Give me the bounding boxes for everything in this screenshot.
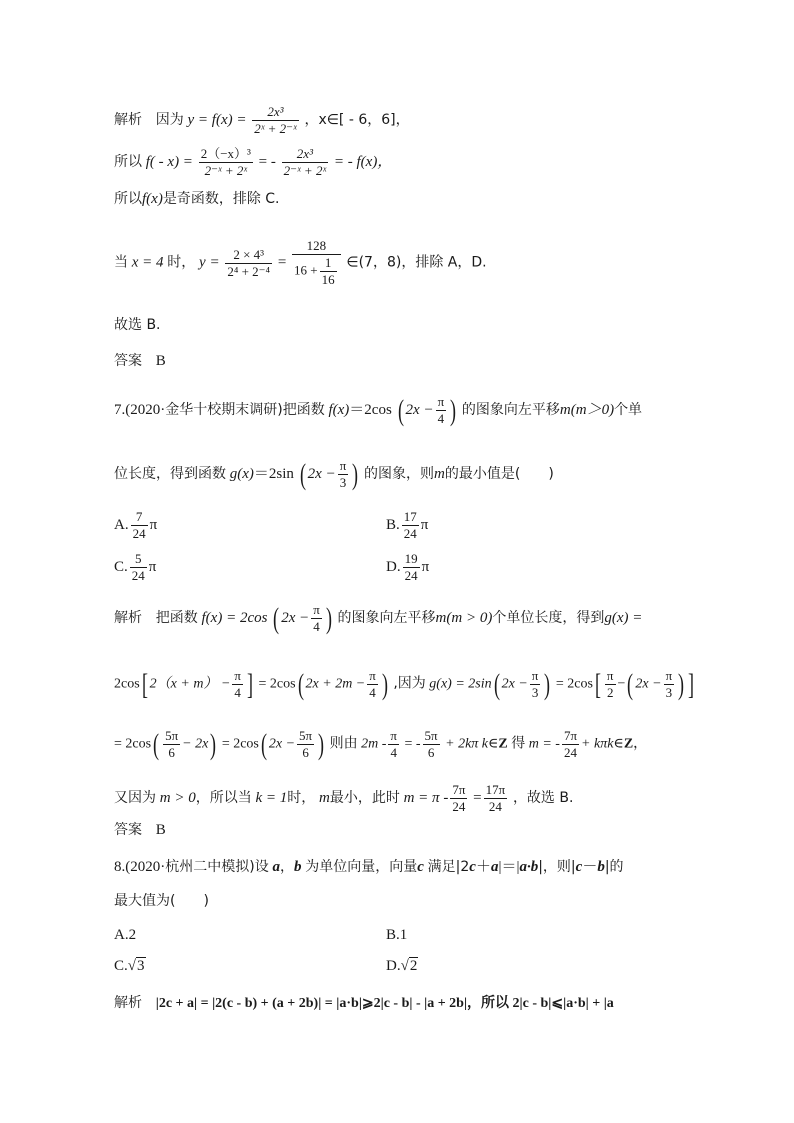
numerator: π (606, 668, 614, 683)
solution-line-1 (114, 104, 410, 137)
solution-7-line-1 (114, 602, 642, 635)
math: 16 + (294, 262, 318, 278)
fraction (367, 668, 378, 701)
math: 2x − (307, 465, 336, 482)
text: 所以 (114, 191, 142, 207)
left-bracket: [ (141, 667, 148, 701)
option-b[interactable] (386, 509, 428, 542)
numerator: 7π (452, 782, 466, 797)
right-paren: ) (678, 667, 685, 701)
math: ＝2sin (253, 465, 294, 482)
right-bracket: ] (688, 667, 695, 701)
left-bracket: [ (594, 667, 601, 701)
denominator: 16 (321, 272, 335, 287)
math: 2x − (268, 736, 296, 752)
text: )设 (249, 859, 269, 875)
denominator: 4 (437, 411, 445, 426)
text: 个单位长度，得到 (492, 609, 605, 626)
vector: a (272, 859, 280, 875)
solution-line-5 (114, 314, 161, 336)
numerator: 2x³ (252, 104, 298, 121)
fraction (163, 728, 180, 761)
math: － (582, 859, 598, 875)
denominator: 2 (606, 685, 614, 700)
math: m (319, 789, 330, 806)
fraction (252, 104, 298, 137)
math: = (473, 789, 482, 806)
denominator: 4 (234, 685, 241, 700)
fraction (225, 247, 272, 280)
text: 的图象向左平移 (337, 609, 436, 626)
numerator: 2x³ (282, 146, 328, 163)
math: = - f(x)， (333, 153, 393, 170)
left-paren: ( (260, 727, 267, 761)
option-a[interactable] (114, 509, 157, 542)
vector: c (469, 859, 476, 875)
fraction (403, 551, 420, 584)
question-number: 8.(2020· (114, 859, 166, 875)
right-paren: ) (381, 667, 388, 701)
denominator: 24 (452, 799, 466, 814)
left-paren: ( (273, 601, 280, 635)
fraction (423, 728, 440, 761)
right-paren: ) (450, 393, 457, 427)
solution-7-line-4 (114, 782, 573, 815)
fraction (664, 668, 675, 701)
fraction (282, 146, 328, 179)
question-number: 7.(2020· (114, 401, 166, 418)
text: 时， (287, 789, 316, 806)
math: π (421, 558, 430, 575)
left-paren: ( (493, 667, 500, 701)
sqrt-sign: √ (400, 958, 409, 974)
vector: b (293, 859, 302, 875)
fraction (130, 551, 147, 584)
denominator: 24 (488, 799, 502, 814)
text: 的最小值是( ) (444, 465, 554, 482)
left-paren: ( (397, 393, 404, 427)
denominator: 6 (302, 745, 309, 760)
numerator: 5π (424, 728, 438, 743)
denominator: 4 (390, 745, 397, 760)
math: f(x) (142, 191, 163, 207)
math: 2m - (361, 736, 387, 752)
text: 满足|2 (427, 859, 470, 875)
math: k = 1 (255, 789, 288, 806)
option-letter: C. (114, 958, 128, 974)
denominator: 24 (132, 526, 146, 541)
solution-line-4 (114, 238, 487, 288)
numerator: π (531, 668, 539, 683)
vector: a·b (519, 859, 539, 875)
option-d[interactable] (386, 955, 418, 977)
text: ,因为 (393, 675, 426, 692)
denominator: 4 (313, 619, 320, 634)
math: = 2cos (258, 676, 296, 692)
vector: c (417, 859, 424, 875)
numerator: 2（−x）³ (200, 146, 251, 161)
fraction (562, 728, 579, 761)
integer-set: Z (498, 736, 508, 752)
denominator: 24 (131, 568, 145, 583)
math: = 2cos (221, 736, 259, 752)
label-jiexi: 解析 (114, 995, 142, 1011)
right-bracket: ] (246, 667, 253, 701)
right-paren: ) (318, 727, 325, 761)
fraction (388, 728, 399, 761)
fraction (450, 782, 467, 815)
solution-7-line-3 (114, 728, 647, 761)
math: m(m＞0) (559, 401, 615, 418)
option-text: A.2 (114, 927, 137, 943)
fraction (131, 509, 148, 542)
radicand: 3 (137, 958, 145, 974)
right-paren: ) (210, 727, 217, 761)
math: + 2kπ k∈ (445, 736, 499, 752)
math: x = 4 (131, 254, 164, 271)
option-a[interactable] (114, 924, 136, 946)
right-paren: ) (352, 457, 359, 491)
answer-value: B (155, 822, 166, 838)
math: |＝| (498, 859, 520, 875)
label-jiexi: 解析 (114, 111, 142, 128)
math: = - (404, 736, 421, 752)
integer-set: Z (623, 736, 634, 752)
math: 2x − (501, 676, 528, 692)
solution-line-3 (114, 188, 280, 210)
denominator: 24 (564, 745, 577, 760)
denominator (292, 255, 341, 288)
question-8-line-1 (114, 856, 624, 878)
fraction (402, 509, 419, 542)
fraction (484, 782, 508, 815)
option-letter: D. (386, 558, 401, 575)
denominator: 24 (403, 526, 417, 541)
left-paren: ( (627, 667, 634, 701)
option-letter: B. (386, 516, 400, 533)
math: 2cos (114, 676, 140, 692)
math: y = f(x) = (187, 111, 247, 128)
denominator: 24 (404, 568, 418, 583)
numerator: π (390, 728, 397, 743)
denominator: 2⁻ˣ + 2ˣ (204, 163, 248, 178)
denominator: 3 (339, 475, 347, 490)
option-text: B.1 (386, 927, 408, 943)
math: f(x) (328, 401, 350, 418)
fraction (338, 458, 349, 491)
vector: b (597, 859, 605, 875)
question-7-line-1 (114, 394, 642, 427)
text: 当 (114, 254, 128, 271)
numerator: π (234, 668, 241, 683)
math: g(x) = 2sin (429, 676, 492, 692)
denominator: 6 (168, 745, 175, 760)
option-letter: D. (386, 958, 401, 974)
text: |，则| (538, 859, 576, 875)
answer-7 (114, 819, 166, 841)
math: f(x) = 2cos (201, 609, 268, 626)
numerator: 128 (292, 238, 341, 255)
sqrt-sign: √ (127, 958, 136, 974)
vector: c (575, 859, 583, 875)
math: 2x − (635, 676, 662, 692)
solution-line-2 (114, 146, 392, 179)
math: g(x) = (604, 609, 643, 626)
numerator: π (665, 668, 673, 683)
text: 所以 (114, 153, 142, 170)
math: m(m > 0) (435, 609, 493, 626)
numerator: π (369, 668, 376, 683)
numerator: π (437, 394, 445, 409)
math: m (434, 465, 445, 482)
text: 为单位向量，向量 (305, 859, 418, 875)
solution-8-line-1 (114, 992, 614, 1015)
denominator: 3 (531, 685, 539, 700)
math: = (277, 254, 287, 271)
math: + kπk∈ (581, 736, 624, 752)
answer-value: B (155, 353, 166, 369)
text: 把函数 (155, 609, 198, 626)
text: )把函数 (277, 401, 325, 418)
math: 2x − (405, 401, 434, 418)
question-7-line-2 (114, 458, 554, 491)
text: 因为 (155, 111, 184, 128)
numerator: 5π (165, 728, 179, 743)
option-letter: C. (114, 558, 128, 575)
numerator: 1 (320, 255, 337, 272)
denominator: 2⁻ˣ + 2ˣ (283, 163, 327, 178)
denominator: 3 (665, 685, 673, 700)
source: 金华十校期末调研 (165, 401, 278, 418)
left-paren: ( (297, 667, 304, 701)
label-daan: 答案 (114, 353, 142, 369)
numerator: 5 (130, 551, 147, 568)
text: 得 (511, 735, 526, 752)
text: ， (279, 859, 294, 875)
math: 2（x + m） − (149, 676, 231, 692)
text: 的图象向左平移 (461, 401, 560, 418)
text: 又因为 (114, 789, 156, 806)
text: ，故选 B. (512, 789, 574, 806)
math: g(x) (229, 465, 254, 482)
text: |的 (604, 859, 624, 875)
math: y = (199, 254, 220, 271)
radicand: 2 (409, 958, 418, 974)
option-c[interactable] (114, 955, 146, 977)
fraction (292, 238, 341, 288)
numerator: 17π (485, 782, 506, 797)
question-8-line-2 (114, 890, 209, 912)
answer-6 (114, 350, 166, 372)
math: = 2cos (555, 676, 593, 692)
fraction (311, 602, 322, 635)
math: − (617, 676, 626, 692)
numerator: 2 × 4³ (225, 247, 272, 264)
numerator: π (313, 602, 320, 617)
numerator: 7 (131, 509, 148, 526)
vector: a (490, 859, 499, 875)
math: π (148, 558, 157, 575)
math: 2x + 2m − (305, 676, 366, 692)
source: 杭州二中模拟 (165, 859, 250, 875)
text: 则由 (329, 735, 358, 752)
denominator: 2ˣ + 2⁻ˣ (254, 121, 297, 136)
text: 的图象，则 (364, 465, 435, 482)
math: π (149, 516, 158, 533)
left-paren: ( (299, 457, 306, 491)
math: π (420, 516, 429, 533)
option-b[interactable] (386, 924, 407, 946)
math: = 2cos (114, 736, 152, 752)
label-daan: 答案 (114, 822, 142, 838)
text: 时， (167, 254, 196, 271)
math: − 2x (182, 736, 209, 752)
text: 是奇函数，排除 C. (162, 191, 280, 207)
text: ，x∈[ - 6，6]， (304, 111, 410, 128)
text: ，所以当 (195, 789, 252, 806)
numerator: 17 (403, 509, 417, 524)
fraction (199, 146, 253, 179)
fraction (320, 255, 337, 288)
numerator: π (339, 458, 347, 473)
fraction (605, 668, 616, 701)
option-d[interactable] (386, 551, 429, 584)
text: 故选 B. (114, 317, 161, 333)
option-letter: A. (114, 516, 129, 533)
text: 位长度，得到函数 (114, 465, 226, 482)
numerator: 5π (299, 728, 313, 743)
right-paren: ) (325, 601, 332, 635)
denominator: 4 (369, 685, 376, 700)
math: ＝2cos (349, 401, 392, 418)
left-paren: ( (153, 727, 160, 761)
text: 最小，此时 (329, 789, 400, 806)
numerator: 7π (563, 728, 578, 743)
solution-7-line-2 (114, 668, 696, 701)
fraction (232, 668, 243, 701)
right-paren: ) (544, 667, 551, 701)
math: m = - (528, 736, 560, 752)
math: f( - x) = (145, 153, 193, 170)
math: m > 0 (159, 789, 196, 806)
denominator: 2⁴ + 2⁻⁴ (227, 263, 271, 279)
text: ∈(7，8)，排除 A，D. (346, 254, 487, 271)
label-jiexi: 解析 (114, 609, 142, 626)
text: 最大值为( ) (114, 893, 209, 909)
math: m = π - (403, 789, 449, 806)
text: ， (633, 735, 648, 752)
text: 个单 (614, 401, 643, 418)
option-c[interactable] (114, 551, 156, 584)
math: = - (258, 153, 276, 170)
fraction (297, 728, 314, 761)
fraction (530, 668, 541, 701)
math: |2c + a| = |2(c - b) + (a + 2b)| = |a·b|⩾2|c - b| - |a + 2b|，所以 2|c - b|⩽|a·b| + |a (155, 996, 614, 1011)
math: 2x − (281, 609, 310, 626)
numerator: 19 (404, 551, 418, 566)
math: ＋ (475, 859, 491, 875)
fraction (436, 394, 447, 427)
denominator: 6 (427, 745, 435, 760)
